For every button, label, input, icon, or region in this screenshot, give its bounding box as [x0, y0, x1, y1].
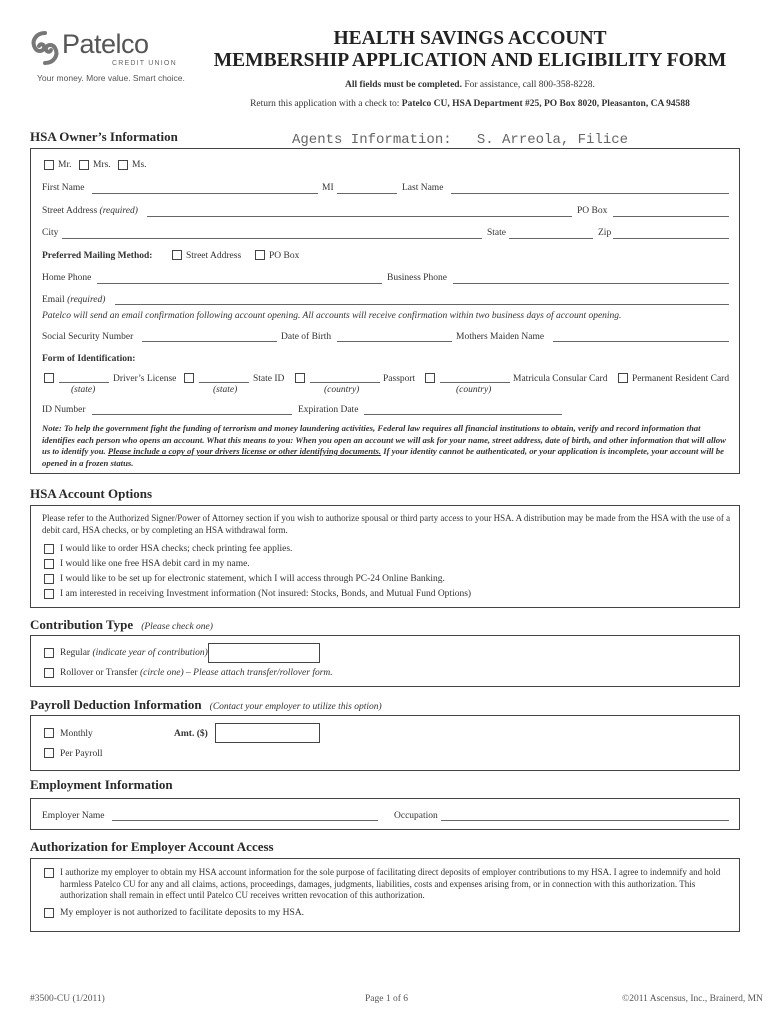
mrs-checkbox[interactable] [79, 160, 89, 170]
email-required: (required) [67, 295, 106, 305]
logo-subtitle: CREDIT UNION [112, 60, 177, 67]
required-notice [195, 80, 745, 90]
amount-input[interactable] [215, 723, 320, 743]
ssn-field[interactable] [142, 341, 277, 342]
mi-label: MI [322, 183, 334, 193]
note-text-a: Note: To help the government fight the funding of terrorism and money laundering activities, Federal law requires all financial institutions to obtain, verify and record information that identifies each person who opens an account. What this means to you: When you open an account we will ask for your name, street address, date of birth, and other information that will allow us to identify you. [42, 423, 726, 456]
drivers-license-state-hint: (state) [71, 385, 96, 395]
payroll-section-heading: Payroll Deduction Information [30, 697, 202, 712]
drivers-license-label: Driver’s License [113, 374, 177, 384]
resident-card-checkbox[interactable] [618, 373, 628, 383]
state-id-checkbox[interactable] [184, 373, 194, 383]
owner-section-heading: HSA Owner’s Information [30, 129, 178, 144]
patelco-logo [28, 26, 188, 84]
state-id-state-hint: (state) [213, 385, 238, 395]
mailing-po-label: PO Box [269, 251, 300, 261]
monthly-checkbox[interactable] [44, 728, 54, 738]
city-label: City [42, 228, 59, 238]
employment-section-heading: Employment Information [30, 777, 173, 792]
return-address [195, 99, 745, 109]
passport-country-hint: (country) [324, 385, 360, 395]
debit-card-label: I would like one free HSA debit card in my name. [60, 559, 250, 569]
form-title-line2: MEMBERSHIP APPLICATION AND ELIGIBILITY FORM [213, 50, 727, 71]
expiration-label: Expiration Date [298, 405, 359, 415]
authorize-employer-checkbox[interactable] [44, 868, 54, 878]
return-addr: Patelco CU, HSA Department #25, PO Box 8020, Pleasanton, CA 94588 [401, 99, 690, 109]
city-field[interactable] [62, 238, 482, 239]
regular-checkbox[interactable] [44, 648, 54, 658]
street-required: (required) [99, 206, 138, 216]
employment-box [30, 798, 740, 830]
street-label-text: Street Address [42, 206, 98, 216]
options-section-heading: HSA Account Options [30, 486, 153, 501]
mrs-label: Mrs. [93, 160, 111, 170]
po-box-field[interactable] [613, 216, 729, 217]
maiden-label: Mothers Maiden Name [456, 332, 545, 342]
investment-info-label: I am interested in receiving Investment information (Not insured: Stocks, Bonds, and Mutual Fund Options) [60, 589, 472, 599]
drivers-license-checkbox[interactable] [44, 373, 54, 383]
zip-label: Zip [598, 228, 612, 238]
first-name-label: First Name [42, 183, 85, 193]
investment-info-checkbox[interactable] [44, 589, 54, 599]
agent-info-text: Agents Information: S. Arreola, Filice [292, 132, 629, 148]
assistance-text: For assistance, call 800-358-8228. [464, 80, 595, 90]
regular-label [60, 648, 208, 658]
ms-checkbox[interactable] [118, 160, 128, 170]
contribution-year-input[interactable] [208, 643, 320, 663]
drivers-license-state-field[interactable] [59, 382, 109, 383]
monthly-label: Monthly [60, 729, 93, 739]
contribution-section-heading: Contribution Type [30, 617, 134, 632]
home-phone-field[interactable] [97, 283, 382, 284]
note-text-b: If your identity cannot be authenticated, or your application is incomplete, your account will be opened in a frozen status. [42, 446, 724, 468]
order-checks-label: I would like to order HSA checks; check printing fee applies. [60, 544, 293, 554]
regular-hint: (indicate year of contribution) [92, 648, 208, 658]
dob-field[interactable] [337, 341, 452, 342]
email-label [42, 295, 105, 305]
authorize-employer-text: I authorize my employer to obtain my HSA account information for the sole purpose of facilitating direct deposits of employer contributions to my HSA. I agree to indemnify and hold harmless Patelco CU for any and all claims, actions, proceedings, damages, judgments, liabilities, costs and expenses arising from, or in connection with this authorization. This authorization shall remain in effect until Patelco CU receives written revocation of this authorization. [60, 867, 721, 900]
street-label [42, 206, 138, 216]
occupation-field[interactable] [441, 820, 729, 821]
not-authorized-label: My employer is not authorized to facilitate deposits to my HSA. [60, 908, 305, 918]
state-id-label: State ID [253, 374, 285, 384]
return-pre: Return this application with a check to: [250, 99, 400, 109]
rollover-checkbox[interactable] [44, 668, 54, 678]
note-text-underlined: Please include a copy of your drivers license or other identifying documents. [107, 446, 382, 456]
first-name-field[interactable] [92, 193, 318, 194]
contribution-heading-row [30, 616, 213, 634]
home-phone-label: Home Phone [42, 273, 92, 283]
logo-name: Patelco [62, 29, 149, 59]
rollover-label-text: Rollover or Transfer [60, 668, 138, 678]
amount-label: Amt. ($) [174, 729, 208, 739]
rollover-hint: (circle one) – Please attach transfer/rollover form. [139, 668, 333, 678]
expiration-field[interactable] [364, 414, 562, 415]
contribution-box [30, 635, 740, 687]
ssn-label: Social Security Number [42, 332, 134, 342]
last-name-field[interactable] [451, 193, 729, 194]
email-note: Patelco will send an email confirmation following account opening. All accounts will receive confirmation within two business days of account opening. [42, 311, 622, 321]
matricula-label: Matricula Consular Card [513, 374, 608, 384]
debit-card-checkbox[interactable] [44, 559, 54, 569]
maiden-field[interactable] [553, 341, 729, 342]
passport-label: Passport [383, 374, 416, 384]
ms-label: Ms. [132, 160, 147, 170]
matricula-country-field[interactable] [440, 382, 510, 383]
state-label: State [487, 228, 506, 238]
per-payroll-checkbox[interactable] [44, 748, 54, 758]
zip-field[interactable] [613, 238, 729, 239]
occupation-label: Occupation [394, 811, 438, 821]
mailing-po-checkbox[interactable] [255, 250, 265, 260]
mi-field[interactable] [337, 193, 397, 194]
payroll-heading-row [30, 696, 382, 714]
business-phone-label: Business Phone [387, 273, 447, 283]
passport-checkbox[interactable] [295, 373, 305, 383]
po-box-label: PO Box [577, 206, 608, 216]
state-id-state-field[interactable] [199, 382, 249, 383]
form-title [195, 28, 745, 72]
employer-field[interactable] [112, 820, 378, 821]
employer-label: Employer Name [42, 811, 105, 821]
authorization-box [30, 858, 740, 932]
resident-card-label: Permanent Resident Card [632, 374, 730, 384]
business-phone-field[interactable] [453, 283, 729, 284]
state-field[interactable] [509, 238, 593, 239]
mr-label: Mr. [58, 160, 72, 170]
dob-label: Date of Birth [281, 332, 332, 342]
email-field[interactable] [115, 304, 729, 305]
required-bold: All fields must be completed. [345, 80, 462, 90]
page-number: Page 1 of 6 [365, 994, 409, 1004]
patelco-swirl-icon [30, 31, 60, 65]
copyright: ©2011 Ascensus, Inc., Brainerd, MN [622, 994, 763, 1004]
email-label-text: Email [42, 295, 65, 305]
form-number: #3500-CU (1/2011) [30, 994, 105, 1004]
mailing-street-checkbox[interactable] [172, 250, 182, 260]
e-statement-label: I would like to be set up for electronic statement, which I will access through PC-24 Online Banking. [60, 574, 445, 584]
not-authorized-checkbox[interactable] [44, 908, 54, 918]
passport-country-field[interactable] [310, 382, 380, 383]
id-number-label: ID Number [42, 405, 86, 415]
payroll-box [30, 715, 740, 771]
mailing-method-label: Preferred Mailing Method: [42, 251, 153, 261]
options-box [30, 505, 740, 608]
id-number-field[interactable] [92, 414, 292, 415]
authorization-section-heading: Authorization for Employer Account Access [30, 839, 274, 854]
matricula-checkbox[interactable] [425, 373, 435, 383]
matricula-country-hint: (country) [456, 385, 492, 395]
street-field[interactable] [147, 216, 572, 217]
per-payroll-label: Per Payroll [60, 749, 103, 759]
contribution-hint: (Please check one) [141, 622, 213, 632]
identification-note [42, 423, 732, 469]
mr-checkbox[interactable] [44, 160, 54, 170]
options-intro: Please refer to the Authorized Signer/Power of Attorney section if you wish to authorize spousal or third party access to your HSA. A distribution may be made from the HSA with the use of a debit card, HSA checks, or by completing an HSA withdrawal form. [42, 513, 731, 535]
logo-tagline: Your money. More value. Smart choice. [37, 73, 185, 83]
form-title-line1: HEALTH SAVINGS ACCOUNT [333, 28, 607, 49]
owner-info-box [30, 148, 740, 474]
last-name-label: Last Name [402, 183, 444, 193]
e-statement-checkbox[interactable] [44, 574, 54, 584]
mailing-street-label: Street Address [186, 251, 242, 261]
order-checks-checkbox[interactable] [44, 544, 54, 554]
rollover-label [60, 668, 333, 678]
regular-label-text: Regular [60, 648, 91, 658]
payroll-hint: (Contact your employer to utilize this option) [209, 702, 382, 712]
form-of-id-label: Form of Identification: [42, 354, 136, 364]
